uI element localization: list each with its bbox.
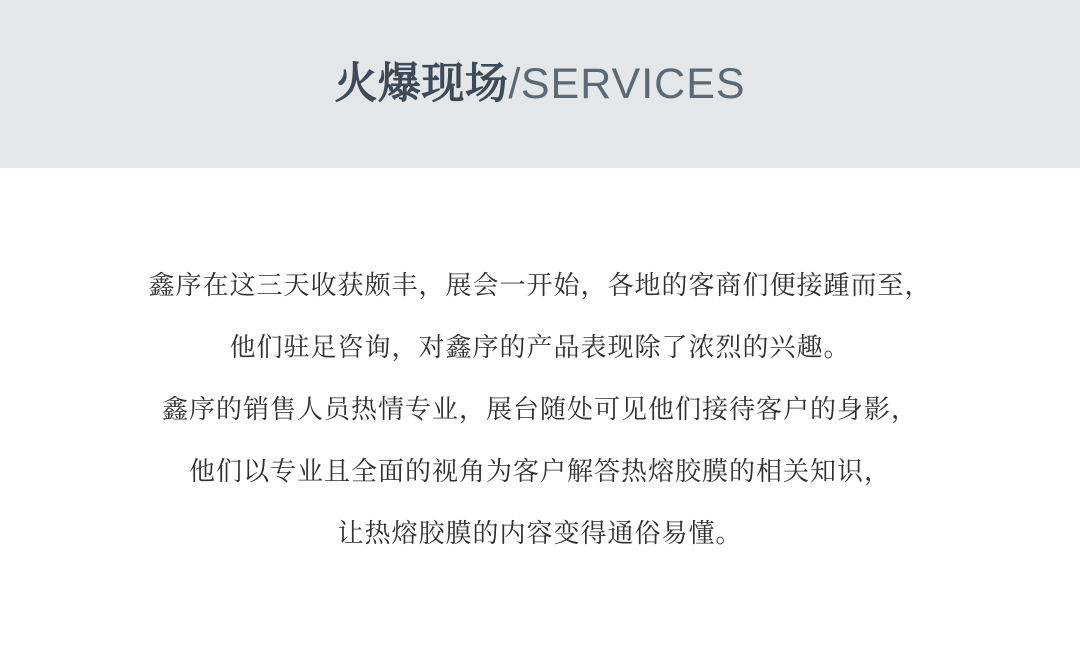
section-header-band — [0, 0, 1080, 168]
page-title — [334, 59, 746, 108]
body-line: 鑫序的销售人员热情专业，展台随处可见他们接待客户的身影， — [161, 394, 918, 424]
body-line: 他们驻足咨询，对鑫序的产品表现除了浓烈的兴趣。 — [229, 332, 851, 362]
page-title-english: SERVICES — [520, 59, 746, 108]
body-line: 他们以专业且全面的视角为客户解答热熔胶膜的相关知识， — [188, 456, 891, 486]
page-title-chinese: 火爆现场 — [334, 59, 509, 108]
page-title-separator: / — [508, 59, 521, 108]
section-body-text — [0, 168, 1080, 672]
body-line: 鑫序在这三天收获颇丰，展会一开始，各地的客商们便接踵而至， — [148, 270, 932, 300]
body-line: 让热熔胶膜的内容变得通俗易懂。 — [337, 518, 743, 548]
